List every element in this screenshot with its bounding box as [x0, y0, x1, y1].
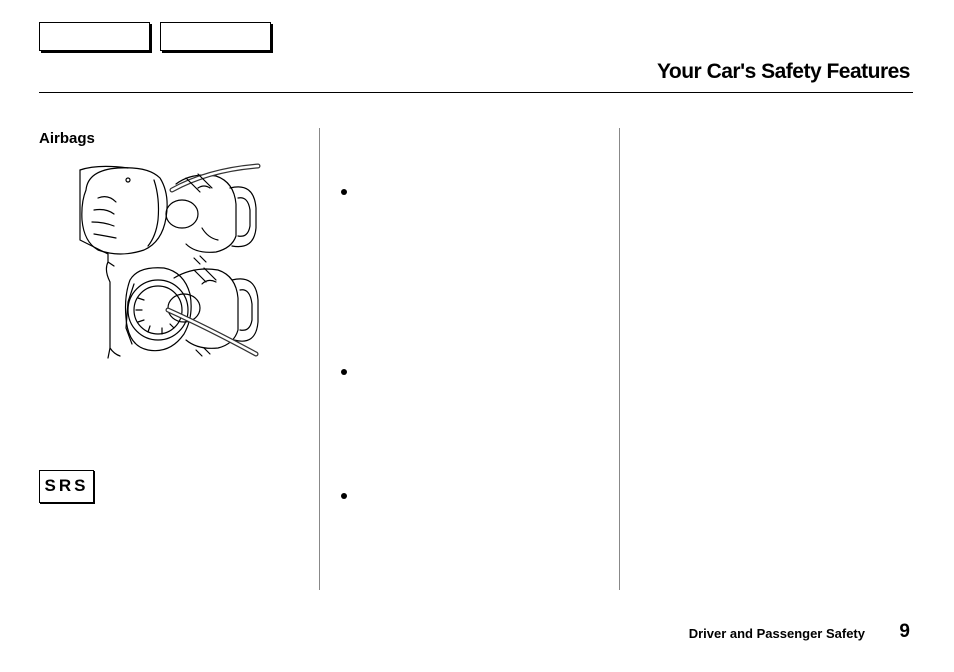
column-divider: [319, 128, 320, 590]
bullet-point: [340, 368, 348, 376]
footer-section-name: Driver and Passenger Safety: [688, 626, 865, 641]
nav-tab-next[interactable]: [160, 22, 271, 51]
column-divider: [619, 128, 620, 590]
title-divider: [39, 92, 913, 93]
bullet-point: [340, 188, 348, 196]
airbag-deployment-illustration: [68, 158, 272, 370]
bullet-point: [340, 492, 348, 500]
page-number: 9: [899, 621, 910, 642]
srs-label: SRS: [39, 470, 94, 503]
nav-tab-previous[interactable]: [39, 22, 150, 51]
section-heading: Airbags: [39, 130, 95, 147]
page-title: Your Car's Safety Features: [656, 60, 910, 83]
